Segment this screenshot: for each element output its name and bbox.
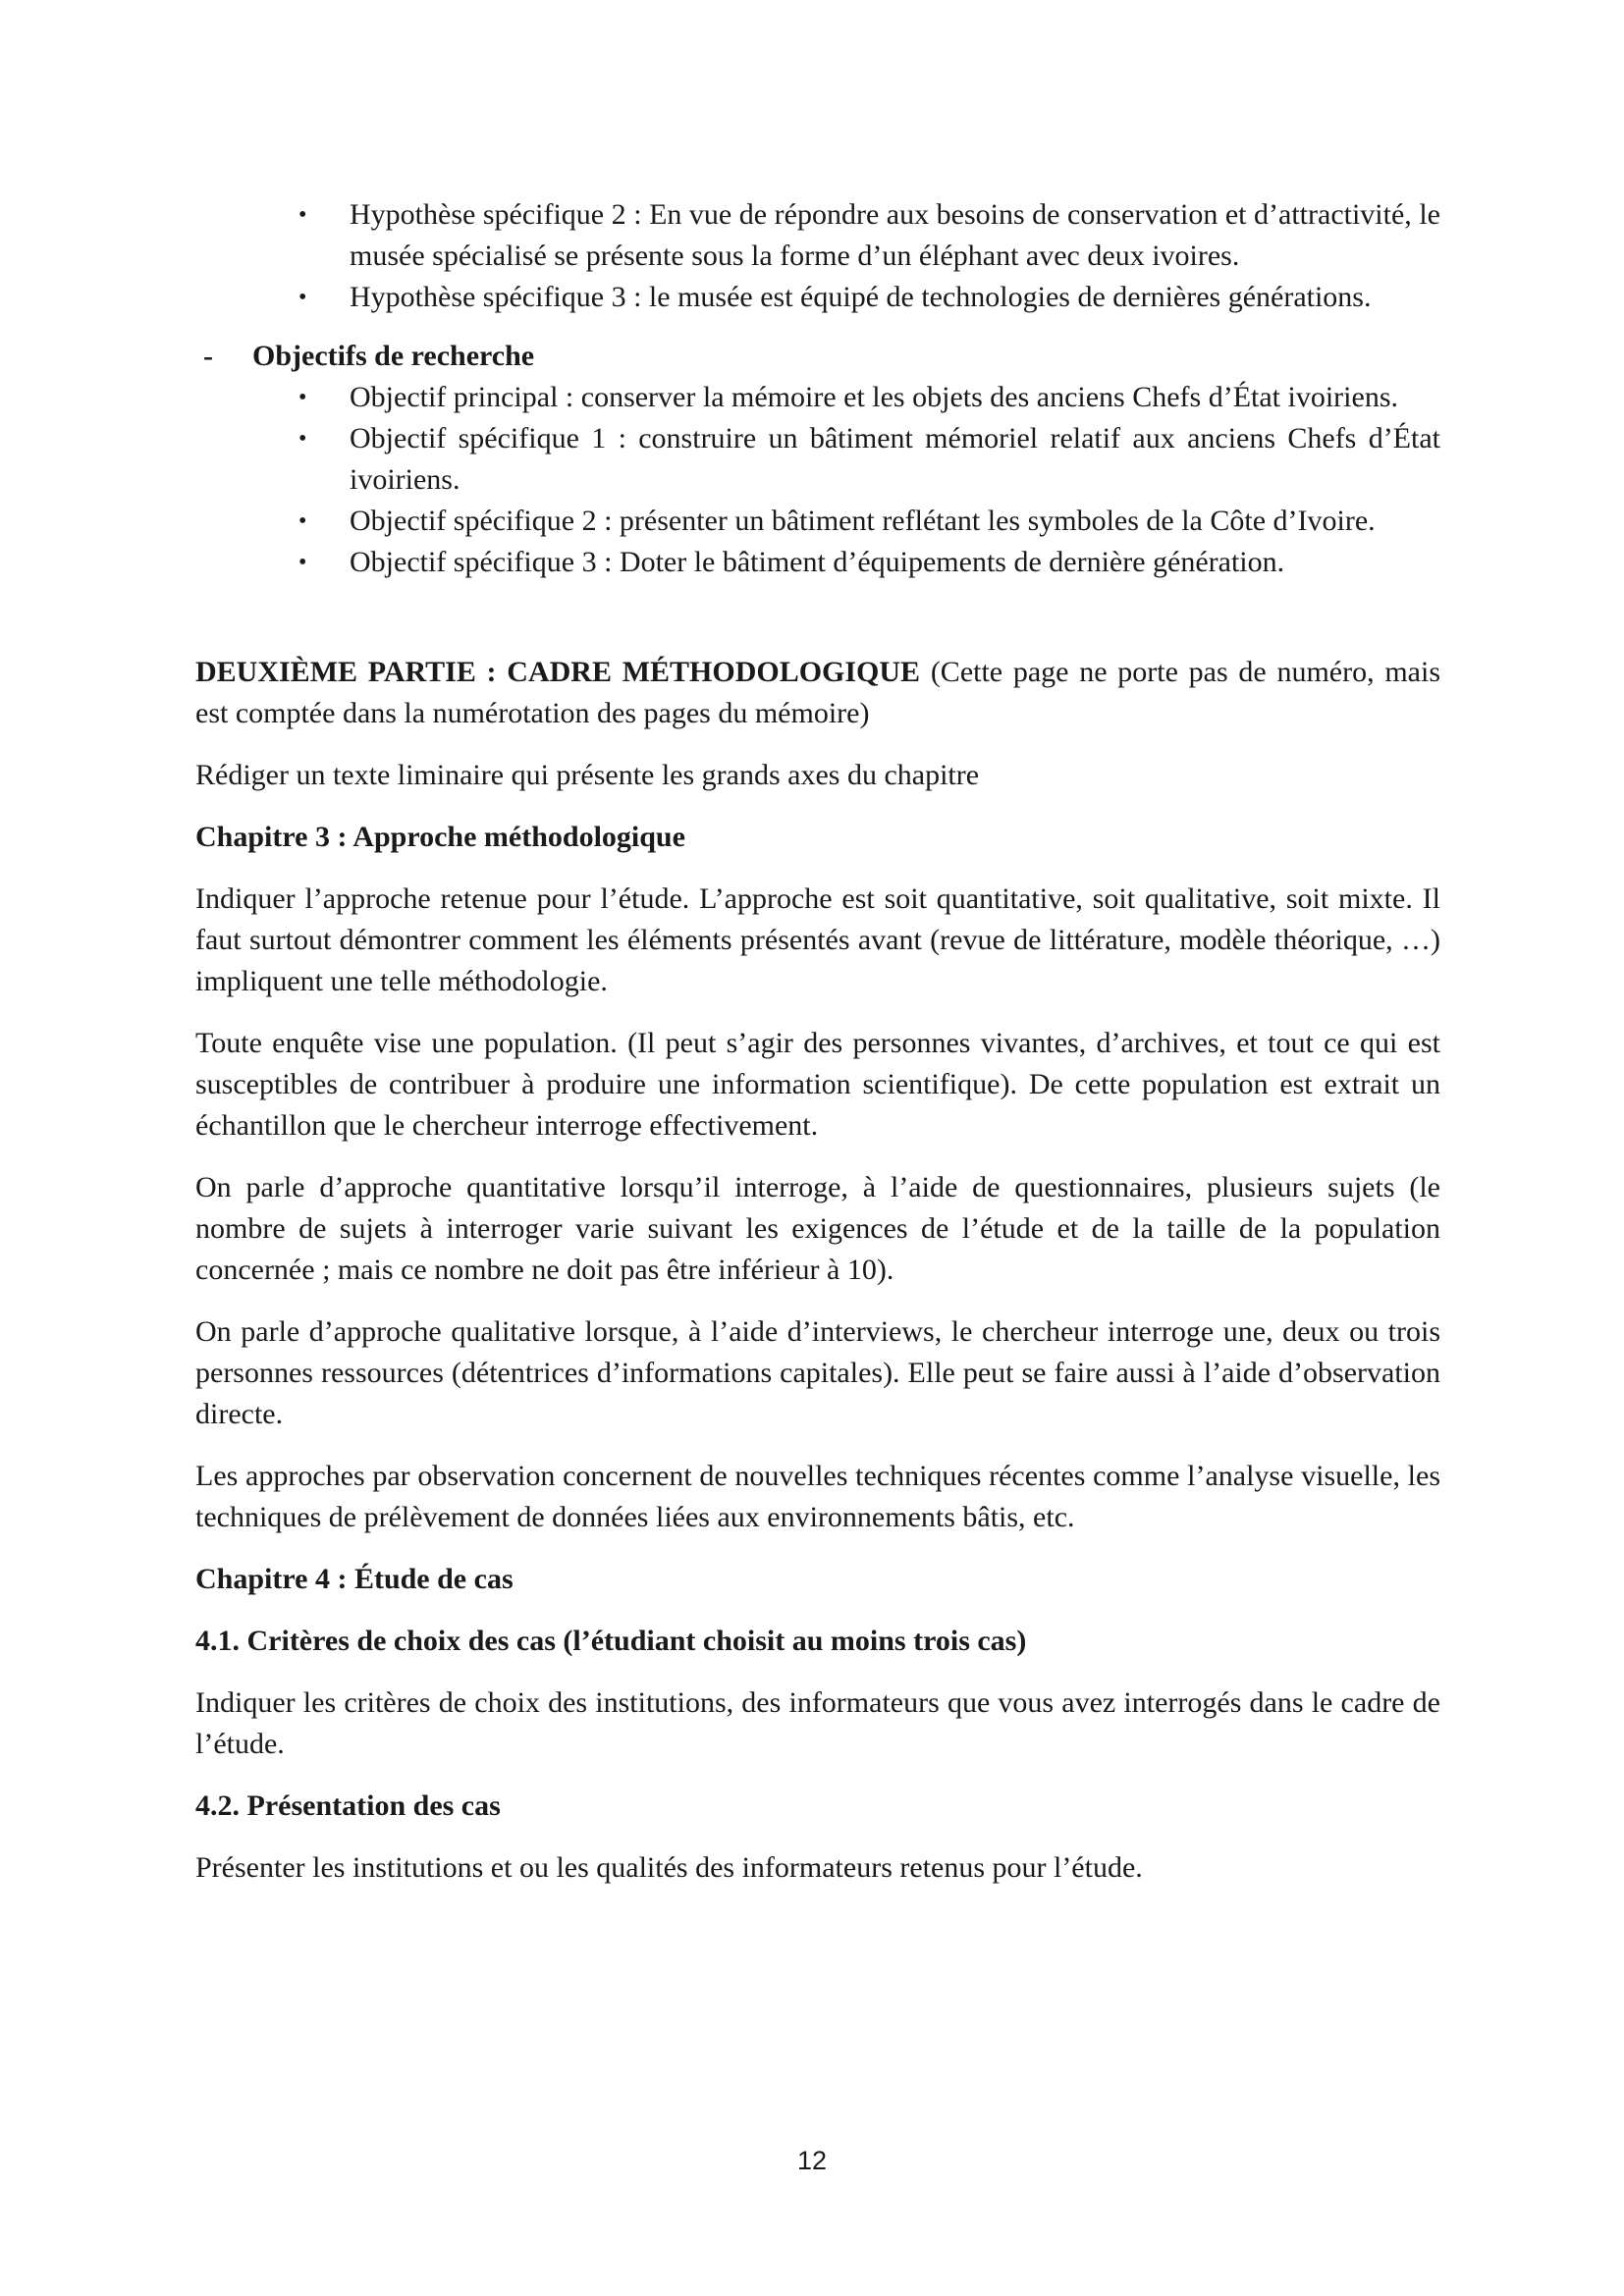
section-4-1-title: 4.1. Critères de choix des cas (l’étudiant choisit au moins trois cas) [195,1625,1027,1657]
bullet-icon: • [298,550,307,575]
dash-marker: - [203,340,213,372]
list-item: • Objectif spécifique 1 : construire un bâtiment mémoriel relatif aux anciens Chefs d’État ivoiriens. [195,418,1440,501]
list-item: • Objectif spécifique 3 : Doter le bâtiment d’équipements de dernière génération. [195,542,1440,583]
part-intro: Rédiger un texte liminaire qui présente les grands axes du chapitre [195,759,980,791]
bullet-icon: • [298,202,307,228]
page-content [195,194,1440,1889]
bullet-icon: • [298,285,307,310]
objectifs-heading: - Objectifs de recherche [195,336,1440,377]
paragraph: Les approches par observation concernent de nouvelles techniques récentes comme l’analyse visuelle, les techniques de prélèvement de données liées aux environnements bâtis, etc. [195,1460,1440,1533]
bullet-icon: • [298,385,307,410]
paragraph: Indiquer l’approche retenue pour l’étude. L’approche est soit quantitative, soit qualitative, soit mixte. Il faut surtout démontrer comment les éléments présentés avant (revue de littérature, modèle théorique, …) impliquent une telle méthodologie. [195,882,1440,997]
bullet-icon: • [298,426,307,452]
chapter-4-title: Chapitre 4 : Étude de cas [195,1563,514,1595]
list-item: • Hypothèse spécifique 2 : En vue de répondre aux besoins de conservation et d’attractivité, le musée spécialisé se présente sous la forme d’un éléphant avec deux ivoires. [195,194,1440,277]
list-item: • Hypothèse spécifique 3 : le musée est équipé de technologies de dernières générations. [195,277,1440,318]
hypotheses-list [195,194,1440,318]
bullet-icon: • [298,508,307,534]
part-title-note: (Cette page ne porte pas de numéro, mais est comptée dans la numérotation des pages du mémoire) [195,656,1440,729]
section-4-2-title: 4.2. Présentation des cas [195,1789,501,1822]
list-item: • Objectif principal : conserver la mémoire et les objets des anciens Chefs d’État ivoiriens. [195,377,1440,418]
paragraph: On parle d’approche quantitative lorsqu’il interroge, à l’aide de questionnaires, plusieurs sujets (le nombre de sujets à interroger varie suivant les exigences de l’étude et de la taille de la population concernée ; mais ce nombre ne doit pas être inférieur à 10). [195,1171,1440,1286]
part-title [195,652,1440,734]
list-item: • Objectif spécifique 2 : présenter un bâtiment reflétant les symboles de la Côte d’Ivoire. [195,501,1440,542]
objectifs-list [195,377,1440,583]
section-4-1-text: Indiquer les critères de choix des institutions, des informateurs que vous avez interrogés dans le cadre de l’étude. [195,1686,1440,1760]
paragraph: On parle d’approche qualitative lorsque, à l’aide d’interviews, le chercheur interroge une, deux ou trois personnes ressources (détentrices d’informations capitales). Elle peut se faire aussi à l’aide d’observation directe. [195,1315,1440,1430]
chapter-3-title: Chapitre 3 : Approche méthodologique [195,821,685,853]
page-number: 12 [796,2146,828,2175]
part-title-bold: DEUXIÈME PARTIE : CADRE MÉTHODOLOGIQUE [195,656,921,688]
section-4-2-text: Présenter les institutions et ou les qualités des informateurs retenus pour l’étude. [195,1851,1143,1884]
paragraph: Toute enquête vise une population. (Il peut s’agir des personnes vivantes, d’archives, et tout ce qui est susceptibles de contribuer à produire une information scientifique). De cette population est extrait un échantillon que le chercheur interroge effectivement. [195,1027,1440,1142]
